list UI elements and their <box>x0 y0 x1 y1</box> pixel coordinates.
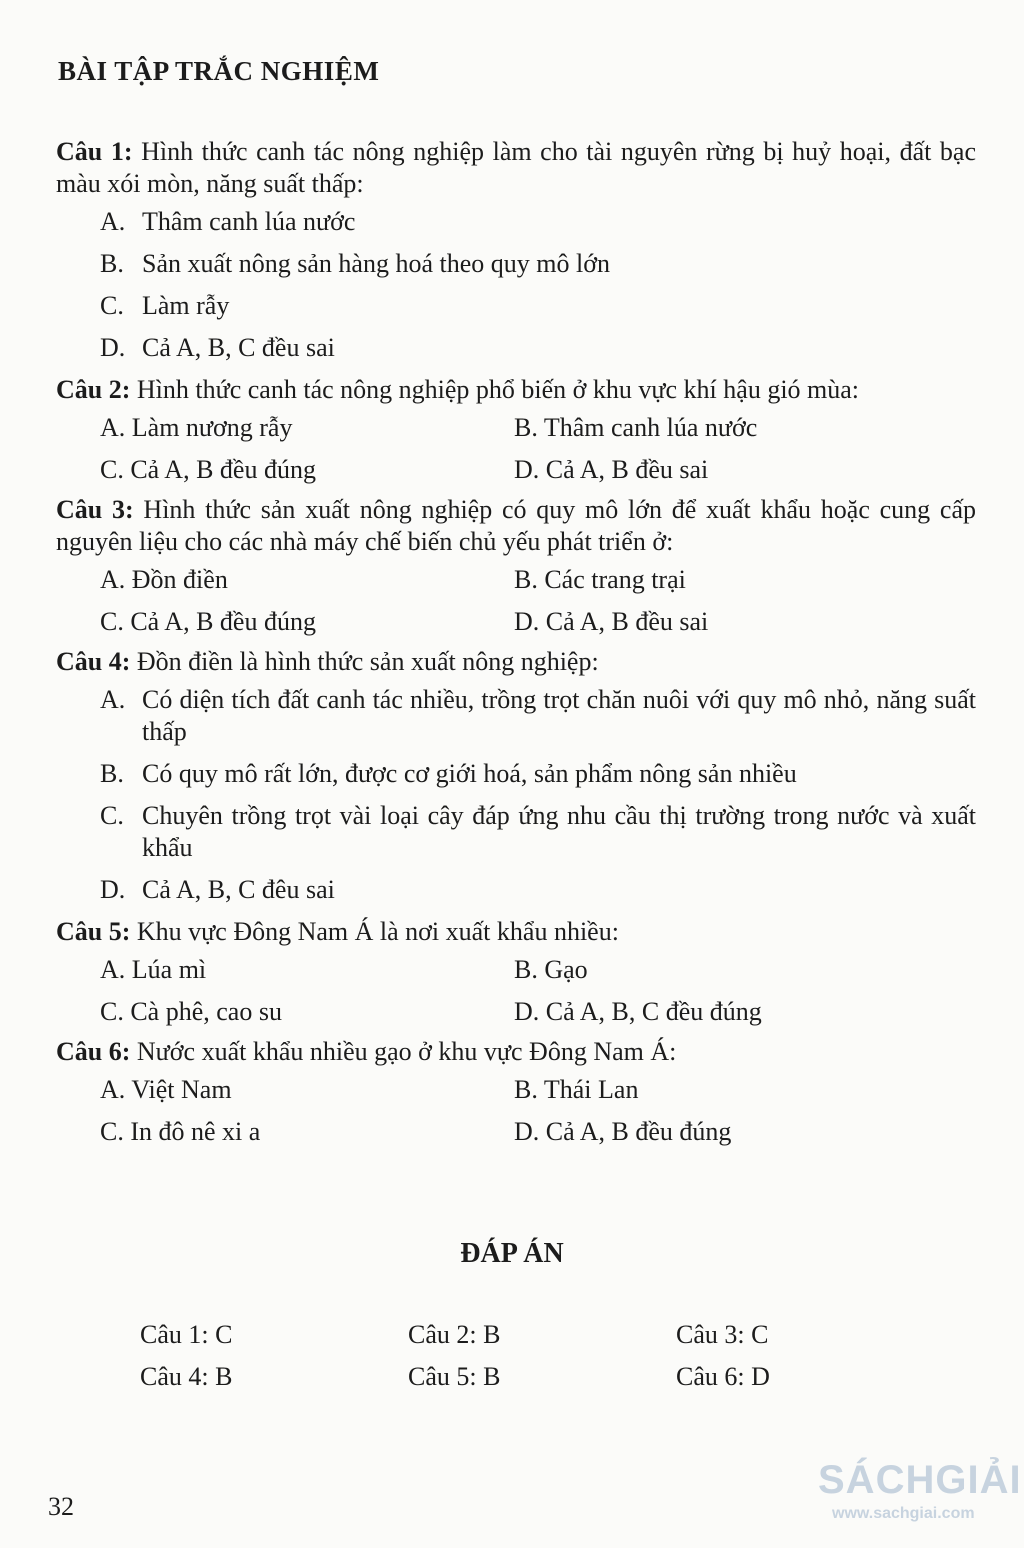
option-text: Cả A, B, C đêu sai <box>142 875 335 904</box>
question <box>56 494 976 638</box>
question-stem <box>56 374 976 406</box>
option-text: Việt Nam <box>131 1075 232 1104</box>
option-text: Có diện tích đất canh tác nhiều, trồng trọt chăn nuôi với quy mô nhỏ, năng suất thấp <box>142 685 976 746</box>
option-text: Đồn điền <box>131 565 228 594</box>
option-letter: D. <box>514 997 540 1026</box>
option-list <box>56 412 976 486</box>
answer-option <box>514 412 976 444</box>
option-letter: C. <box>100 801 124 830</box>
option-letter: A. <box>100 207 126 236</box>
option-list <box>56 206 976 364</box>
logo-text: SÁCHGIẢI <box>818 1458 1022 1502</box>
option-list <box>56 1074 976 1148</box>
question-label: Câu 1: <box>56 137 133 166</box>
option-text: Cả A, B đều sai <box>545 455 709 484</box>
question <box>56 916 976 1028</box>
option-letter: C. <box>100 455 124 484</box>
question <box>56 374 976 486</box>
option-letter: B. <box>100 249 124 278</box>
option-list <box>56 954 976 1028</box>
question-stem <box>56 494 976 558</box>
question-stem <box>56 646 976 678</box>
option-list <box>56 684 976 906</box>
answer-option <box>514 1116 976 1148</box>
question-label: Câu 4: <box>56 647 131 676</box>
question-stem <box>56 1036 976 1068</box>
answer-option <box>56 800 976 864</box>
question-label: Câu 6: <box>56 1037 131 1066</box>
answer-option <box>514 954 976 986</box>
question-list <box>56 136 976 1156</box>
answer-option <box>56 206 976 238</box>
option-letter: B. <box>514 1075 538 1104</box>
option-letter: D. <box>100 333 126 362</box>
answer-option <box>56 684 976 748</box>
option-list <box>56 564 976 638</box>
question-label: Câu 3: <box>56 495 134 524</box>
answer-option <box>56 248 976 280</box>
answer-item: Câu 5: B <box>408 1362 501 1391</box>
question <box>56 646 976 906</box>
answer-item: Câu 2: B <box>408 1320 501 1349</box>
answer-item: Câu 3: C <box>676 1320 769 1349</box>
question-text: Hình thức canh tác nông nghiệp phổ biến ở khu vực khí hậu gió mùa: <box>136 375 860 404</box>
question-text: Hình thức canh tác nông nghiệp làm cho tài nguyên rừng bị huỷ hoại, đất bạc màu xói mòn, năng suất thấp: <box>56 137 976 198</box>
answer-option <box>100 1116 514 1148</box>
page-number: 32 <box>48 1492 74 1521</box>
option-letter: C. <box>100 607 124 636</box>
option-text: Cả A, B, C đều đúng <box>545 997 762 1026</box>
option-letter: D. <box>514 607 540 636</box>
question-stem <box>56 136 976 200</box>
section-heading: BÀI TẬP TRẮC NGHIỆM <box>58 56 380 86</box>
option-letter: C. <box>100 997 124 1026</box>
option-text: Gạo <box>544 955 588 984</box>
option-text: Sản xuất nông sản hàng hoá theo quy mô lớn <box>142 249 610 278</box>
answers-title: ĐÁP ÁN <box>460 1238 564 1269</box>
option-letter: B. <box>100 759 124 788</box>
answer-option <box>100 996 514 1028</box>
option-text: Thái Lan <box>543 1075 639 1104</box>
option-text: Làm nương rẫy <box>131 413 293 442</box>
option-text: Lúa mì <box>131 955 207 984</box>
option-letter: D. <box>100 875 126 904</box>
option-text: Thâm canh lúa nước <box>142 207 356 236</box>
answer-option <box>100 454 514 486</box>
answer-grid <box>140 1320 860 1392</box>
option-letter: B. <box>514 413 538 442</box>
option-letter: A. <box>100 565 126 594</box>
question-label: Câu 5: <box>56 917 131 946</box>
answer-option <box>514 564 976 596</box>
question-text: Nước xuất khẩu nhiều gạo ở khu vực Đông Nam Á: <box>136 1037 677 1066</box>
option-text: Có quy mô rất lớn, được cơ giới hoá, sản phẩm nông sản nhiều <box>142 759 797 788</box>
option-letter: B. <box>514 955 538 984</box>
option-letter: C. <box>100 1117 124 1146</box>
question-text: Hình thức sản xuất nông nghiệp có quy mô lớn để xuất khẩu hoặc cung cấp nguyên liệu cho các nhà máy chế biến chủ yếu phát triển ở: <box>56 495 977 556</box>
option-text: Chuyên trồng trọt vài loại cây đáp ứng nhu cầu thị trường trong nước và xuất khẩu <box>142 801 976 862</box>
option-text: Cả A, B đều đúng <box>545 1117 732 1146</box>
option-letter: D. <box>514 455 540 484</box>
option-letter: D. <box>514 1117 540 1146</box>
option-text: Làm rẫy <box>142 291 230 320</box>
question-text: Đồn điền là hình thức sản xuất nông nghiệp: <box>136 647 599 676</box>
answer-option <box>100 606 514 638</box>
answer-option <box>514 454 976 486</box>
option-letter: A. <box>100 685 126 714</box>
answer-option <box>56 290 976 322</box>
question-stem <box>56 916 976 948</box>
option-letter: A. <box>100 1075 126 1104</box>
question-label: Câu 2: <box>56 375 131 404</box>
question <box>56 136 976 364</box>
option-text: Cả A, B đều đúng <box>130 607 316 636</box>
answer-option <box>56 874 976 906</box>
answer-option <box>56 332 976 364</box>
answer-option <box>514 996 976 1028</box>
answer-option <box>100 564 514 596</box>
option-letter: B. <box>514 565 538 594</box>
answer-item: Câu 6: D <box>676 1362 770 1391</box>
answer-option <box>514 606 976 638</box>
answer-item: Câu 4: B <box>140 1362 233 1391</box>
question-text: Khu vực Đông Nam Á là nơi xuất khẩu nhiều: <box>136 917 619 946</box>
option-text: Cà phê, cao su <box>130 997 282 1026</box>
answer-option <box>100 954 514 986</box>
option-letter: C. <box>100 291 124 320</box>
option-text: In đô nê xi a <box>130 1117 261 1146</box>
option-letter: A. <box>100 955 126 984</box>
question <box>56 1036 976 1148</box>
option-text: Thâm canh lúa nước <box>543 413 758 442</box>
logo-url: www.sachgiai.com <box>832 1505 975 1522</box>
answer-item: Câu 1: C <box>140 1320 233 1349</box>
answer-option <box>100 412 514 444</box>
option-text: Cả A, B, C đều sai <box>142 333 335 362</box>
option-text: Các trang trại <box>544 565 686 594</box>
option-text: Cả A, B đều sai <box>545 607 709 636</box>
option-letter: A. <box>100 413 126 442</box>
watermark-logo <box>818 1458 1022 1538</box>
answer-option <box>100 1074 514 1106</box>
answer-option <box>56 758 976 790</box>
answer-option <box>514 1074 976 1106</box>
option-text: Cả A, B đều đúng <box>130 455 316 484</box>
